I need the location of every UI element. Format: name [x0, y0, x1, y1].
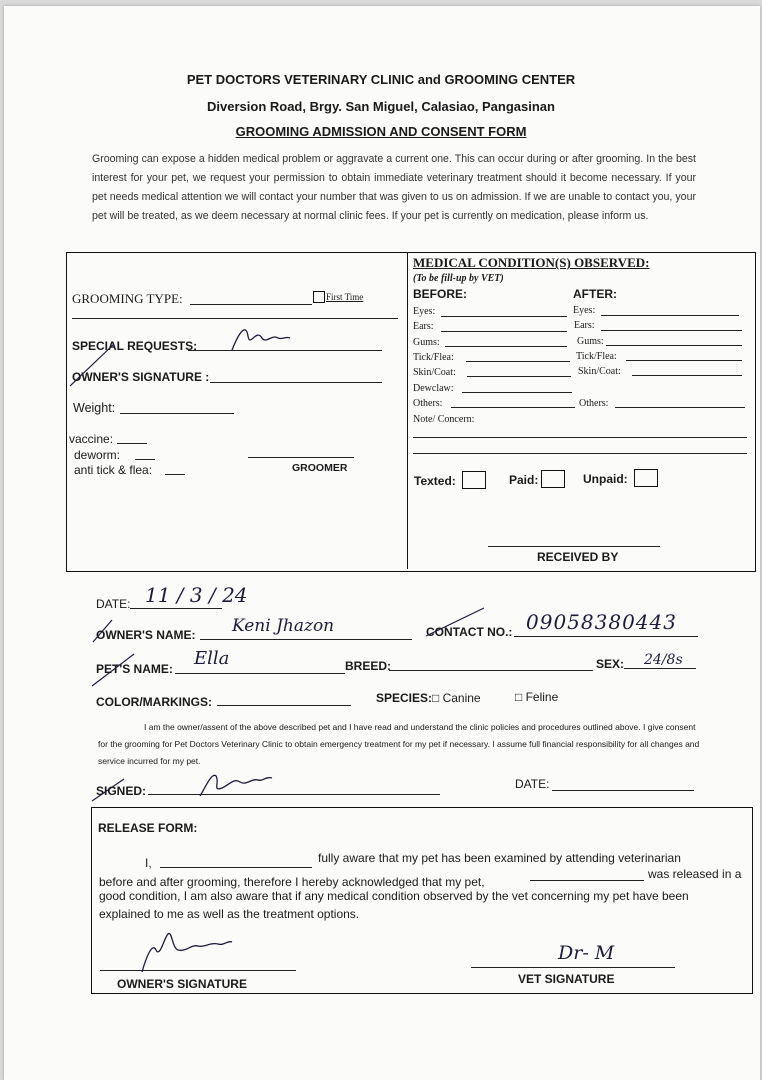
sex-line[interactable]: [624, 668, 696, 669]
before-eyes-line[interactable]: [441, 316, 567, 317]
clinic-address: Diversion Road, Brgy. San Miguel, Calasiao, Pangasinan: [207, 99, 555, 114]
deworm-label: deworm:: [74, 448, 121, 462]
before-tickflea-line[interactable]: [466, 361, 570, 362]
contact-value: 09058380443: [526, 610, 677, 634]
owner-name-line[interactable]: [200, 639, 412, 640]
grooming-type-line[interactable]: [190, 304, 312, 305]
breed-label: BREED:: [345, 659, 392, 673]
after-others-label: Others:: [579, 398, 609, 409]
grooming-type-line-2[interactable]: [72, 318, 398, 319]
before-eyes-label: Eyes:: [413, 306, 436, 317]
first-time-checkbox[interactable]: [313, 291, 325, 303]
deworm-line[interactable]: [135, 459, 155, 460]
contact-slash: [422, 604, 488, 640]
release-vet-signature-label: VET SIGNATURE: [518, 972, 615, 986]
before-skincoat-line[interactable]: [467, 376, 571, 377]
unpaid-checkbox[interactable]: [634, 469, 658, 487]
owner-signature-scribble: [226, 320, 296, 356]
grooming-type-label: GROOMING TYPE:: [72, 291, 183, 306]
before-ears-line[interactable]: [441, 331, 567, 332]
breed-line[interactable]: [389, 670, 593, 671]
release-pet-line[interactable]: [530, 880, 644, 881]
after-gums-label: Gums:: [577, 336, 604, 347]
before-ears-label: Ears:: [413, 321, 434, 332]
after-label: AFTER:: [573, 287, 617, 301]
before-tickflea-label: Tick/Flea:: [413, 352, 454, 363]
first-time-label: First Time: [326, 292, 364, 302]
before-dewclaw-line[interactable]: [462, 392, 572, 393]
sex-label: SEX:: [596, 657, 625, 671]
pet-name-slash: [88, 650, 138, 690]
clinic-name: PET DOCTORS VETERINARY CLINIC and GROOMING CENTER: [186, 72, 576, 87]
signed-label: SIGNED:: [96, 784, 147, 798]
texted-checkbox[interactable]: [462, 471, 486, 489]
before-gums-line[interactable]: [445, 346, 567, 347]
release-vet-signature-line[interactable]: [471, 967, 675, 968]
owner-name-label: OWNER'S NAME:: [96, 628, 196, 642]
release-vet-signature-value: Dr- M: [558, 942, 615, 964]
after-ears-line[interactable]: [601, 330, 742, 331]
paid-checkbox[interactable]: [541, 470, 565, 488]
texted-label: Texted:: [414, 474, 456, 488]
pet-name-value: Ella: [194, 648, 230, 669]
form-title: GROOMING ADMISSION AND CONSENT FORM: [235, 124, 527, 139]
after-others-line[interactable]: [615, 407, 745, 408]
owner-signature-label: OWNER'S SIGNATURE :: [72, 370, 210, 384]
panel-divider: [407, 253, 408, 569]
medical-condition-subtitle: (To be fill-up by VET): [413, 273, 504, 284]
color-markings-label: COLOR/MARKINGS:: [96, 695, 212, 709]
species-label: SPECIES:: [376, 691, 433, 705]
release-owner-signature-label: OWNER'S SIGNATURE: [117, 977, 247, 991]
date-value: 11 / 3 / 24: [145, 583, 248, 607]
before-gums-label: Gums:: [413, 337, 440, 348]
unpaid-label: Unpaid:: [583, 472, 628, 486]
signed-slash: [88, 776, 128, 804]
date2-label: DATE:: [515, 777, 550, 791]
signed-signature: [196, 766, 276, 800]
note-concern-label: Note/ Concern:: [413, 414, 475, 425]
after-eyes-line[interactable]: [601, 315, 739, 316]
groomer-line[interactable]: [248, 457, 354, 458]
date-label: DATE:: [96, 597, 131, 611]
after-eyes-label: Eyes:: [573, 305, 596, 316]
owner-name-slash: [90, 618, 116, 644]
before-label: BEFORE:: [413, 287, 467, 301]
date-line[interactable]: [130, 608, 222, 609]
release-line4: explained to me as well as the treatment options.: [99, 907, 360, 921]
special-requests-label: SPECIAL REQUESTS:: [72, 339, 198, 353]
weight-label: Weight:: [73, 401, 116, 415]
after-skincoat-line[interactable]: [632, 375, 742, 376]
anti-tick-label: anti tick & flea:: [74, 463, 153, 477]
after-gums-line[interactable]: [606, 345, 742, 346]
before-others-label: Others:: [413, 398, 443, 409]
received-by-line[interactable]: [488, 546, 660, 547]
date2-line[interactable]: [552, 790, 694, 791]
before-dewclaw-label: Dewclaw:: [413, 383, 454, 394]
anti-tick-line[interactable]: [165, 474, 185, 475]
after-tickflea-label: Tick/Flea:: [576, 351, 617, 362]
before-skincoat-label: Skin/Coat:: [413, 367, 456, 378]
feline-option[interactable]: □ Feline: [515, 690, 559, 704]
after-ears-label: Ears:: [574, 320, 595, 331]
pet-name-line[interactable]: [175, 673, 345, 674]
received-by-label: RECEIVED BY: [537, 550, 619, 564]
vaccine-label: vaccine:: [69, 432, 114, 446]
groomer-label: GROOMER: [292, 462, 348, 474]
pet-name-label: PET'S NAME:: [96, 662, 173, 676]
signed-line[interactable]: [148, 794, 440, 795]
note-line-1[interactable]: [413, 437, 747, 438]
consent-paragraph: I am the owner/assent of the above described pet and I have read and understand the clinic policies and procedures outlined above. I give consent for the grooming for Pet Doctors Veterinary Clinic to obtain emergency treatment for my pet if necessary. I assume full financial responsibility for all changes and service incurred for my pet.: [98, 722, 700, 766]
release-line2-a: before and after grooming, therefore I hereby acknowledged that my pet,: [99, 875, 485, 889]
canine-option[interactable]: □ Canine: [432, 691, 481, 705]
color-markings-line[interactable]: [217, 705, 351, 706]
release-line2-b: was released in a: [648, 867, 742, 881]
special-requests-slash: [66, 340, 126, 390]
release-line1-b: fully aware that my pet has been examined by attending veterinarian: [318, 851, 681, 865]
after-skincoat-label: Skin/Coat:: [578, 366, 621, 377]
contact-label: CONTACT NO.:: [426, 625, 513, 639]
owner-name-value: Keni Jhazon: [232, 616, 335, 636]
sex-value: 24/8s: [644, 652, 683, 668]
vaccine-line[interactable]: [117, 443, 147, 444]
release-name-line[interactable]: [160, 867, 312, 868]
contact-line[interactable]: [514, 636, 698, 637]
weight-line[interactable]: [120, 413, 234, 414]
paid-label: Paid:: [509, 473, 539, 487]
owner-signature-line[interactable]: [210, 382, 382, 383]
medical-condition-title: MEDICAL CONDITION(S) OBSERVED:: [413, 255, 650, 270]
release-owner-signature: [138, 928, 234, 976]
release-line3: good condition, I am also aware that if any medical condition observed by the vet concerning my pet have been: [99, 889, 689, 903]
after-tickflea-line[interactable]: [626, 360, 742, 361]
intro-paragraph: Grooming can expose a hidden medical problem or aggravate a current one. This can occur during or after grooming. In the best interest for your pet, we request your permission to obtain immediate veterinary treatment should it become necessary. If your pet needs medical attention we will contact your number that was given to us on admission. If we are unable to contact you, your pet will be treated, as we deem necessary at normal clinic fees. If your pet is currently on medication, please inform us.: [92, 153, 696, 222]
release-line1-a: I,: [145, 856, 152, 870]
note-line-2[interactable]: [413, 453, 747, 454]
release-form-title: RELEASE FORM:: [98, 821, 198, 835]
before-others-line[interactable]: [451, 407, 575, 408]
